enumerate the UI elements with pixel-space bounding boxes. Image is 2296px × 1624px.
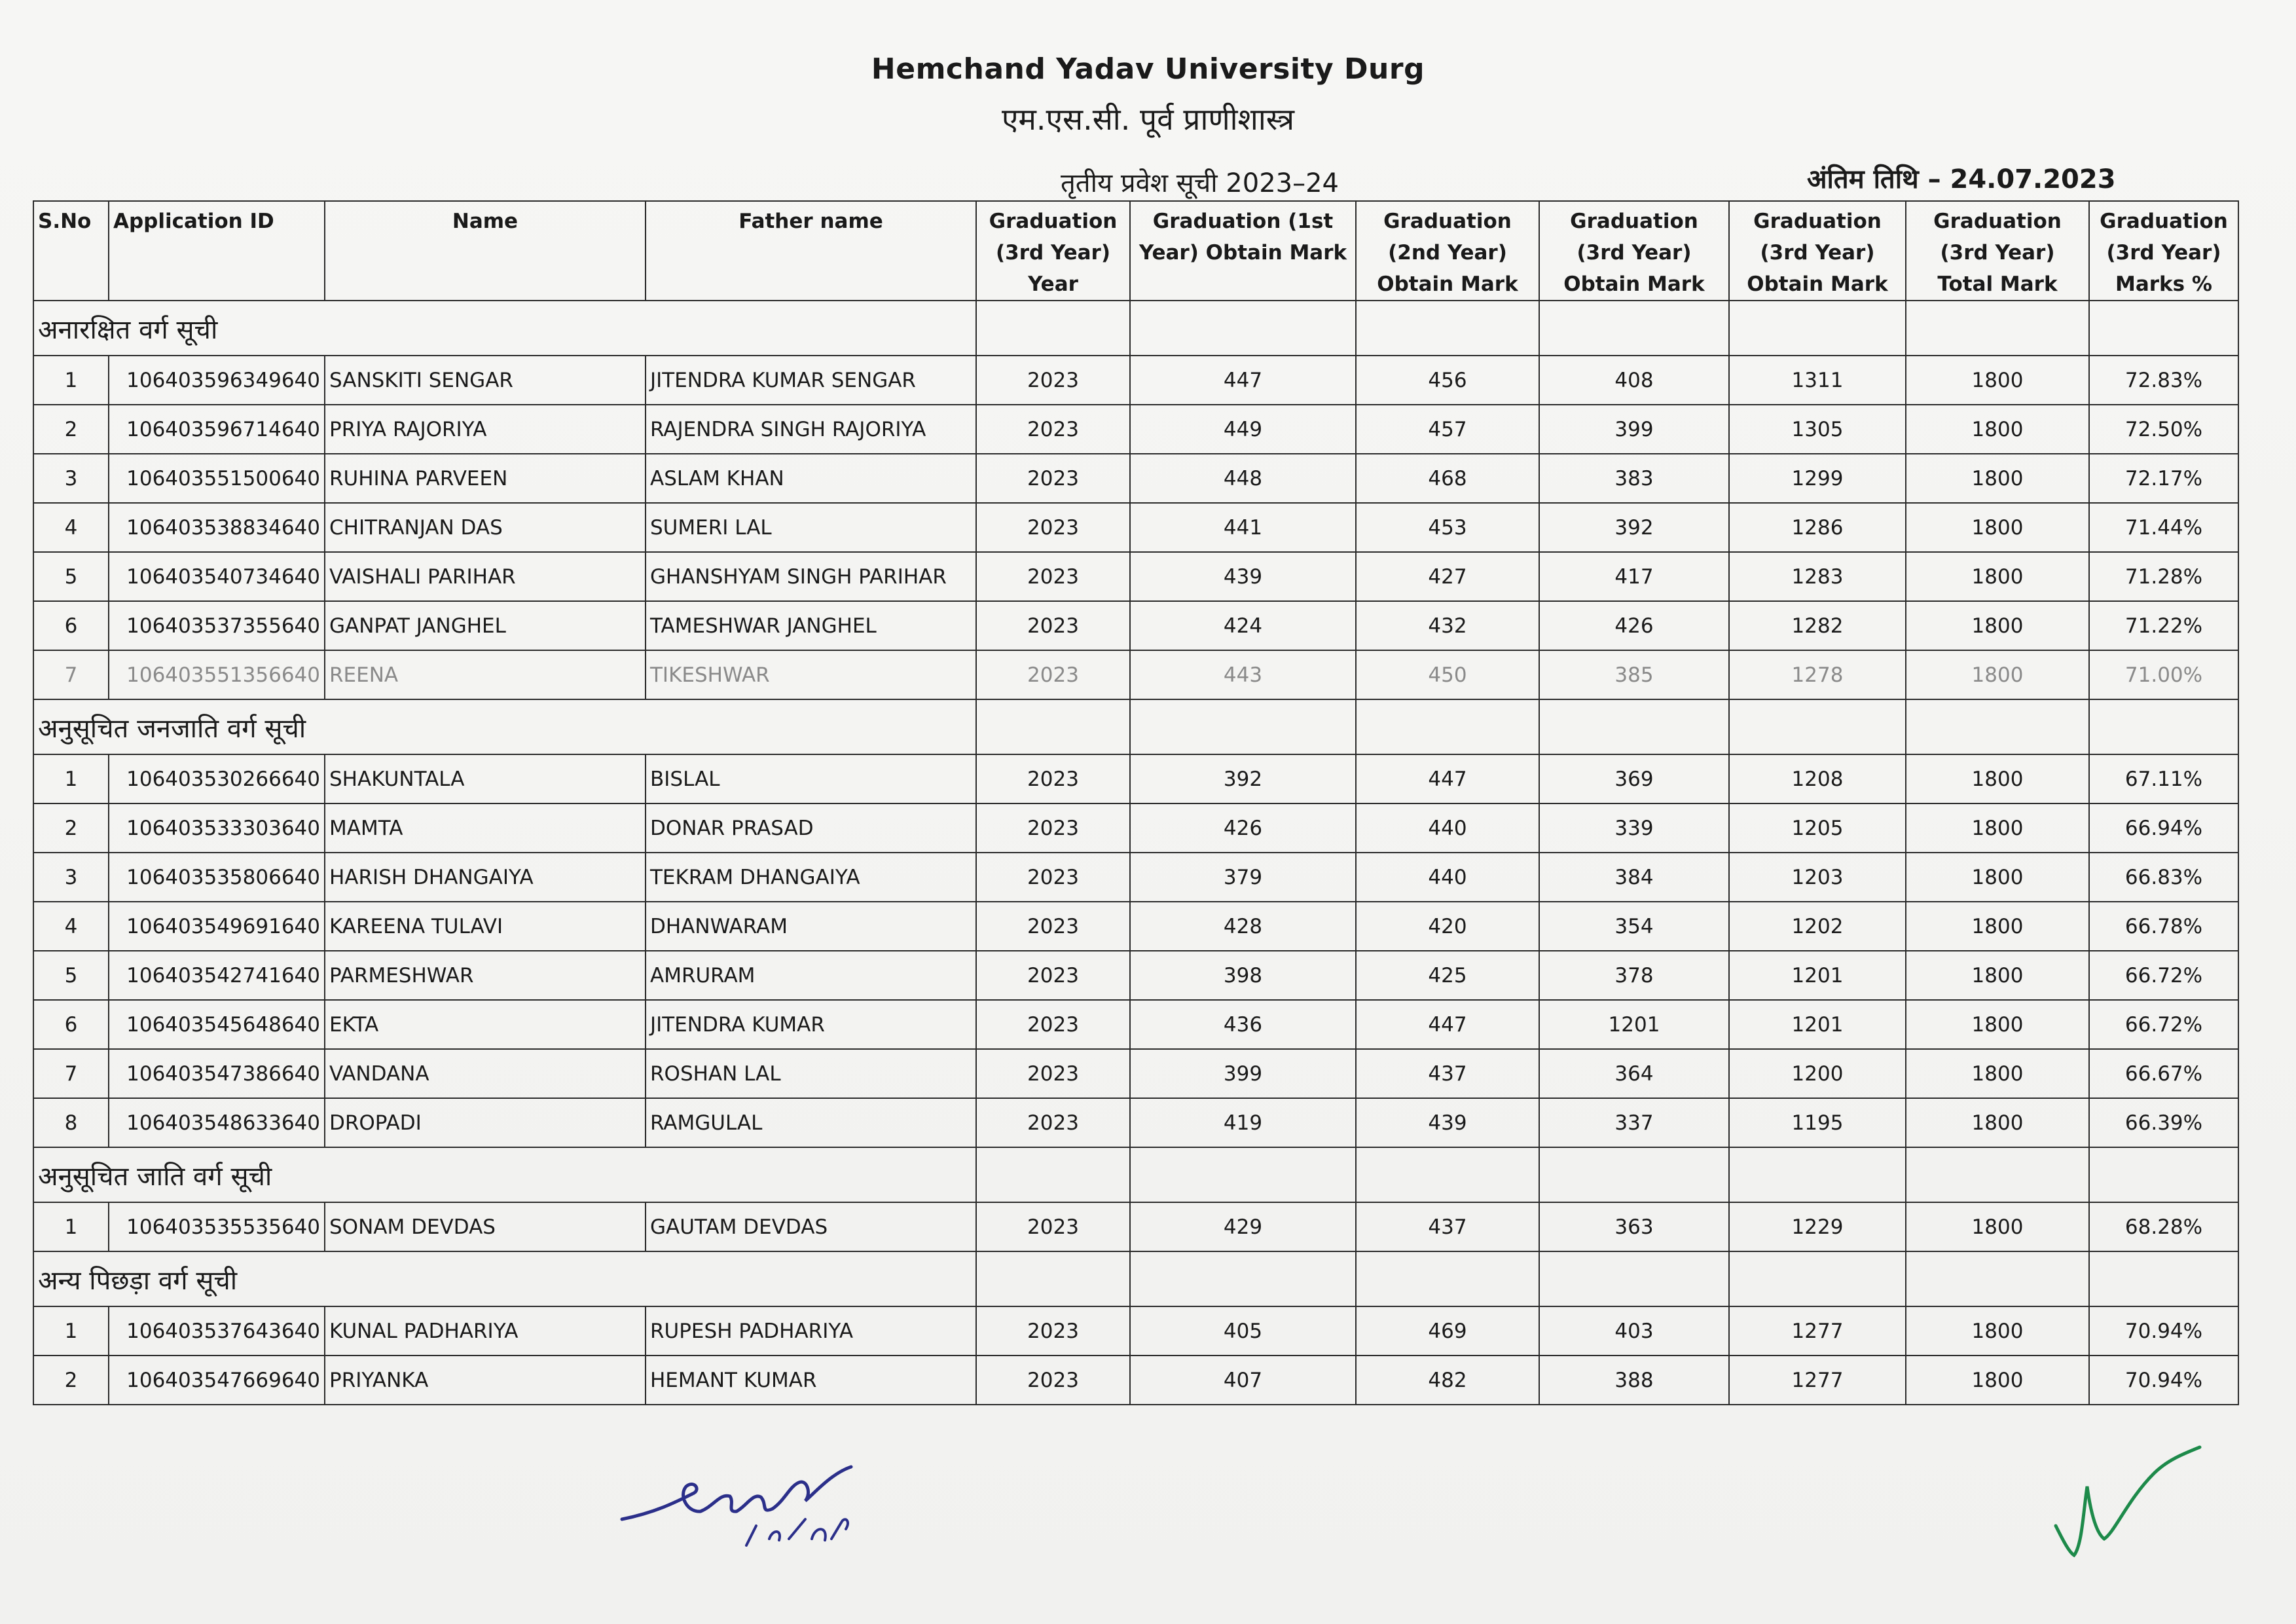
table-row (33, 1202, 2238, 1251)
third-year-mark-cell: 369 (1539, 754, 1729, 803)
percentage-cell: 66.72% (2089, 951, 2238, 1000)
admission-list-table (33, 200, 2239, 1405)
empty-cell (1906, 699, 2089, 754)
serial-number-cell: 6 (33, 1000, 109, 1049)
first-year-mark-cell: 443 (1130, 650, 1356, 699)
application-id-cell: 106403535806640 (109, 853, 325, 902)
year-cell: 2023 (976, 405, 1130, 454)
year-cell: 2023 (976, 1306, 1130, 1356)
first-year-mark-cell: 398 (1130, 951, 1356, 1000)
total-mark-cell: 1800 (1906, 552, 2089, 601)
percentage-cell: 72.17% (2089, 454, 2238, 503)
application-id-cell: 106403537355640 (109, 601, 325, 650)
first-year-mark-cell: 379 (1130, 853, 1356, 902)
first-year-mark-cell: 441 (1130, 503, 1356, 552)
course-name: एम.एस.सी. पूर्व प्राणीशास्त्र (1001, 101, 1295, 137)
application-id-cell: 106403545648640 (109, 1000, 325, 1049)
category-label: अनारक्षित वर्ग सूची (33, 301, 976, 356)
year-cell: 2023 (976, 951, 1130, 1000)
empty-cell (1356, 1147, 1539, 1202)
obtain-mark-cell: 1277 (1729, 1356, 1906, 1405)
first-year-mark-cell: 448 (1130, 454, 1356, 503)
percentage-cell: 66.83% (2089, 853, 2238, 902)
percentage-cell: 71.44% (2089, 503, 2238, 552)
student-name-cell: RUHINA PARVEEN (325, 454, 646, 503)
second-year-mark-cell: 440 (1356, 853, 1539, 902)
empty-cell (1130, 699, 1356, 754)
year-cell: 2023 (976, 1202, 1130, 1251)
third-year-mark-cell: 363 (1539, 1202, 1729, 1251)
table-row (33, 951, 2238, 1000)
empty-cell (1356, 699, 1539, 754)
first-year-mark-cell: 436 (1130, 1000, 1356, 1049)
table-row (33, 552, 2238, 601)
percentage-cell: 66.39% (2089, 1098, 2238, 1147)
column-header: Graduation (1st Year) Obtain Mark (1130, 201, 1356, 301)
total-mark-cell: 1800 (1906, 356, 2089, 405)
percentage-cell: 70.94% (2089, 1306, 2238, 1356)
student-name-cell: HARISH DHANGAIYA (325, 853, 646, 902)
obtain-mark-cell: 1286 (1729, 503, 1906, 552)
year-cell: 2023 (976, 1356, 1130, 1405)
first-year-mark-cell: 447 (1130, 356, 1356, 405)
application-id-cell: 106403537643640 (109, 1306, 325, 1356)
column-header: Father name (646, 201, 976, 301)
student-name-cell: VAISHALI PARIHAR (325, 552, 646, 601)
year-cell: 2023 (976, 552, 1130, 601)
category-section-row (33, 1147, 2238, 1202)
column-header: Name (325, 201, 646, 301)
student-name-cell: PRIYA RAJORIYA (325, 405, 646, 454)
year-cell: 2023 (976, 803, 1130, 853)
empty-cell (1539, 1147, 1729, 1202)
first-year-mark-cell: 439 (1130, 552, 1356, 601)
third-year-mark-cell: 354 (1539, 902, 1729, 951)
application-id-cell: 106403547669640 (109, 1356, 325, 1405)
total-mark-cell: 1800 (1906, 1098, 2089, 1147)
third-year-mark-cell: 388 (1539, 1356, 1729, 1405)
father-name-cell: ROSHAN LAL (646, 1049, 976, 1098)
application-id-cell: 106403538834640 (109, 503, 325, 552)
father-name-cell: AMRURAM (646, 951, 976, 1000)
serial-number-cell: 1 (33, 1202, 109, 1251)
serial-number-cell: 2 (33, 405, 109, 454)
father-name-cell: TAMESHWAR JANGHEL (646, 601, 976, 650)
percentage-cell: 66.72% (2089, 1000, 2238, 1049)
second-year-mark-cell: 437 (1356, 1202, 1539, 1251)
father-name-cell: GAUTAM DEVDAS (646, 1202, 976, 1251)
total-mark-cell: 1800 (1906, 503, 2089, 552)
obtain-mark-cell: 1229 (1729, 1202, 1906, 1251)
serial-number-cell: 5 (33, 951, 109, 1000)
empty-cell (1130, 1251, 1356, 1306)
third-year-mark-cell: 337 (1539, 1098, 1729, 1147)
third-year-mark-cell: 392 (1539, 503, 1729, 552)
total-mark-cell: 1800 (1906, 1000, 2089, 1049)
student-name-cell: KUNAL PADHARIYA (325, 1306, 646, 1356)
category-label: अनुसूचित जनजाति वर्ग सूची (33, 699, 976, 754)
obtain-mark-cell: 1203 (1729, 853, 1906, 902)
category-label: अनुसूचित जाति वर्ग सूची (33, 1147, 976, 1202)
empty-cell (1356, 301, 1539, 356)
father-name-cell: RAJENDRA SINGH RAJORIYA (646, 405, 976, 454)
first-year-mark-cell: 419 (1130, 1098, 1356, 1147)
total-mark-cell: 1800 (1906, 1356, 2089, 1405)
year-cell: 2023 (976, 454, 1130, 503)
empty-cell (976, 1147, 1130, 1202)
serial-number-cell: 2 (33, 803, 109, 853)
second-year-mark-cell: 450 (1356, 650, 1539, 699)
percentage-cell: 72.50% (2089, 405, 2238, 454)
empty-cell (976, 301, 1130, 356)
table-row (33, 803, 2238, 853)
third-year-mark-cell: 426 (1539, 601, 1729, 650)
serial-number-cell: 7 (33, 650, 109, 699)
empty-cell (1906, 301, 2089, 356)
third-year-mark-cell: 383 (1539, 454, 1729, 503)
total-mark-cell: 1800 (1906, 902, 2089, 951)
percentage-cell: 72.83% (2089, 356, 2238, 405)
total-mark-cell: 1800 (1906, 853, 2089, 902)
total-mark-cell: 1800 (1906, 650, 2089, 699)
serial-number-cell: 4 (33, 503, 109, 552)
application-id-cell: 106403551356640 (109, 650, 325, 699)
obtain-mark-cell: 1283 (1729, 552, 1906, 601)
first-year-mark-cell: 407 (1130, 1356, 1356, 1405)
year-cell: 2023 (976, 1049, 1130, 1098)
empty-cell (1729, 1147, 1906, 1202)
percentage-cell: 70.94% (2089, 1356, 2238, 1405)
application-id-cell: 106403533303640 (109, 803, 325, 853)
empty-cell (1539, 301, 1729, 356)
first-year-mark-cell: 429 (1130, 1202, 1356, 1251)
second-year-mark-cell: 425 (1356, 951, 1539, 1000)
obtain-mark-cell: 1195 (1729, 1098, 1906, 1147)
empty-cell (1539, 699, 1729, 754)
second-year-mark-cell: 420 (1356, 902, 1539, 951)
application-id-cell: 106403596349640 (109, 356, 325, 405)
serial-number-cell: 2 (33, 1356, 109, 1405)
third-year-mark-cell: 399 (1539, 405, 1729, 454)
application-id-cell: 106403542741640 (109, 951, 325, 1000)
empty-cell (1906, 1147, 2089, 1202)
father-name-cell: BISLAL (646, 754, 976, 803)
percentage-cell: 67.11% (2089, 754, 2238, 803)
third-year-mark-cell: 403 (1539, 1306, 1729, 1356)
obtain-mark-cell: 1208 (1729, 754, 1906, 803)
father-name-cell: JITENDRA KUMAR (646, 1000, 976, 1049)
first-year-mark-cell: 449 (1130, 405, 1356, 454)
third-year-mark-cell: 417 (1539, 552, 1729, 601)
application-id-cell: 106403535535640 (109, 1202, 325, 1251)
father-name-cell: ASLAM KHAN (646, 454, 976, 503)
third-year-mark-cell: 1201 (1539, 1000, 1729, 1049)
second-year-mark-cell: 447 (1356, 754, 1539, 803)
second-year-mark-cell: 432 (1356, 601, 1539, 650)
year-cell: 2023 (976, 503, 1130, 552)
total-mark-cell: 1800 (1906, 803, 2089, 853)
total-mark-cell: 1800 (1906, 405, 2089, 454)
table-row (33, 650, 2238, 699)
serial-number-cell: 5 (33, 552, 109, 601)
second-year-mark-cell: 439 (1356, 1098, 1539, 1147)
father-name-cell: DONAR PRASAD (646, 803, 976, 853)
student-name-cell: GANPAT JANGHEL (325, 601, 646, 650)
column-header: Graduation (3rd Year) Obtain Mark (1729, 201, 1906, 301)
student-name-cell: DROPADI (325, 1098, 646, 1147)
total-mark-cell: 1800 (1906, 601, 2089, 650)
table-row (33, 853, 2238, 902)
table-row (33, 405, 2238, 454)
percentage-cell: 71.28% (2089, 552, 2238, 601)
student-name-cell: VANDANA (325, 1049, 646, 1098)
year-cell: 2023 (976, 1098, 1130, 1147)
column-header: Graduation (3rd Year) Year (976, 201, 1130, 301)
table-row (33, 1306, 2238, 1356)
second-year-mark-cell: 457 (1356, 405, 1539, 454)
obtain-mark-cell: 1200 (1729, 1049, 1906, 1098)
table-row (33, 503, 2238, 552)
table-header-row (33, 201, 2238, 301)
third-year-mark-cell: 378 (1539, 951, 1729, 1000)
total-mark-cell: 1800 (1906, 951, 2089, 1000)
empty-cell (2089, 301, 2238, 356)
obtain-mark-cell: 1277 (1729, 1306, 1906, 1356)
serial-number-cell: 8 (33, 1098, 109, 1147)
second-year-mark-cell: 453 (1356, 503, 1539, 552)
father-name-cell: JITENDRA KUMAR SENGAR (646, 356, 976, 405)
deadline-date: अंतिम तिथि – 24.07.2023 (1807, 164, 2116, 194)
obtain-mark-cell: 1282 (1729, 601, 1906, 650)
application-id-cell: 106403548633640 (109, 1098, 325, 1147)
handwritten-signature (615, 1441, 917, 1552)
obtain-mark-cell: 1278 (1729, 650, 1906, 699)
third-year-mark-cell: 408 (1539, 356, 1729, 405)
student-name-cell: KAREENA TULAVI (325, 902, 646, 951)
total-mark-cell: 1800 (1906, 754, 2089, 803)
column-header: Graduation (2nd Year) Obtain Mark (1356, 201, 1539, 301)
table-row (33, 1000, 2238, 1049)
student-name-cell: EKTA (325, 1000, 646, 1049)
empty-cell (2089, 1251, 2238, 1306)
father-name-cell: SUMERI LAL (646, 503, 976, 552)
table-row (33, 601, 2238, 650)
third-year-mark-cell: 364 (1539, 1049, 1729, 1098)
empty-cell (1130, 301, 1356, 356)
empty-cell (1539, 1251, 1729, 1306)
serial-number-cell: 7 (33, 1049, 109, 1098)
student-name-cell: SHAKUNTALA (325, 754, 646, 803)
year-cell: 2023 (976, 356, 1130, 405)
percentage-cell: 68.28% (2089, 1202, 2238, 1251)
second-year-mark-cell: 447 (1356, 1000, 1539, 1049)
father-name-cell: RUPESH PADHARIYA (646, 1306, 976, 1356)
column-header: Application ID (109, 201, 325, 301)
empty-cell (2089, 1147, 2238, 1202)
serial-number-cell: 4 (33, 902, 109, 951)
empty-cell (1729, 1251, 1906, 1306)
total-mark-cell: 1800 (1906, 1049, 2089, 1098)
empty-cell (976, 699, 1130, 754)
application-id-cell: 106403530266640 (109, 754, 325, 803)
table-row (33, 356, 2238, 405)
empty-cell (2089, 699, 2238, 754)
first-year-mark-cell: 428 (1130, 902, 1356, 951)
table-row (33, 1356, 2238, 1405)
percentage-cell: 66.67% (2089, 1049, 2238, 1098)
empty-cell (976, 1251, 1130, 1306)
table-row (33, 754, 2238, 803)
university-title: Hemchand Yadav University Durg (871, 52, 1425, 86)
serial-number-cell: 3 (33, 454, 109, 503)
student-name-cell: REENA (325, 650, 646, 699)
obtain-mark-cell: 1305 (1729, 405, 1906, 454)
percentage-cell: 71.22% (2089, 601, 2238, 650)
application-id-cell: 106403596714640 (109, 405, 325, 454)
obtain-mark-cell: 1202 (1729, 902, 1906, 951)
father-name-cell: TEKRAM DHANGAIYA (646, 853, 976, 902)
year-cell: 2023 (976, 650, 1130, 699)
first-year-mark-cell: 392 (1130, 754, 1356, 803)
second-year-mark-cell: 456 (1356, 356, 1539, 405)
empty-cell (1729, 301, 1906, 356)
percentage-cell: 71.00% (2089, 650, 2238, 699)
second-year-mark-cell: 469 (1356, 1306, 1539, 1356)
student-name-cell: MAMTA (325, 803, 646, 853)
serial-number-cell: 1 (33, 1306, 109, 1356)
table-row (33, 902, 2238, 951)
empty-cell (1729, 699, 1906, 754)
second-year-mark-cell: 468 (1356, 454, 1539, 503)
application-id-cell: 106403551500640 (109, 454, 325, 503)
first-year-mark-cell: 426 (1130, 803, 1356, 853)
second-year-mark-cell: 482 (1356, 1356, 1539, 1405)
table-body (33, 301, 2238, 1405)
first-year-mark-cell: 424 (1130, 601, 1356, 650)
obtain-mark-cell: 1201 (1729, 951, 1906, 1000)
year-cell: 2023 (976, 1000, 1130, 1049)
obtain-mark-cell: 1311 (1729, 356, 1906, 405)
table-row (33, 1098, 2238, 1147)
table-row (33, 1049, 2238, 1098)
category-label: अन्य पिछड़ा वर्ग सूची (33, 1251, 976, 1306)
second-year-mark-cell: 427 (1356, 552, 1539, 601)
student-name-cell: PRIYANKA (325, 1356, 646, 1405)
student-name-cell: CHITRANJAN DAS (325, 503, 646, 552)
year-cell: 2023 (976, 601, 1130, 650)
application-id-cell: 106403549691640 (109, 902, 325, 951)
total-mark-cell: 1800 (1906, 1202, 2089, 1251)
application-id-cell: 106403547386640 (109, 1049, 325, 1098)
total-mark-cell: 1800 (1906, 1306, 2089, 1356)
father-name-cell: RAMGULAL (646, 1098, 976, 1147)
first-year-mark-cell: 405 (1130, 1306, 1356, 1356)
total-mark-cell: 1800 (1906, 454, 2089, 503)
application-id-cell: 106403540734640 (109, 552, 325, 601)
year-cell: 2023 (976, 902, 1130, 951)
father-name-cell: DHANWARAM (646, 902, 976, 951)
principal-signature (2036, 1441, 2206, 1572)
second-year-mark-cell: 440 (1356, 803, 1539, 853)
list-title: तृतीय प्रवेश सूची 2023–24 (1061, 168, 1339, 198)
father-name-cell: GHANSHYAM SINGH PARIHAR (646, 552, 976, 601)
empty-cell (1356, 1251, 1539, 1306)
percentage-cell: 66.94% (2089, 803, 2238, 853)
third-year-mark-cell: 339 (1539, 803, 1729, 853)
obtain-mark-cell: 1205 (1729, 803, 1906, 853)
year-cell: 2023 (976, 853, 1130, 902)
column-header: S.No (33, 201, 109, 301)
serial-number-cell: 1 (33, 356, 109, 405)
percentage-cell: 66.78% (2089, 902, 2238, 951)
category-section-row (33, 1251, 2238, 1306)
third-year-mark-cell: 385 (1539, 650, 1729, 699)
empty-cell (1906, 1251, 2089, 1306)
empty-cell (1130, 1147, 1356, 1202)
category-section-row (33, 699, 2238, 754)
obtain-mark-cell: 1299 (1729, 454, 1906, 503)
father-name-cell: TIKESHWAR (646, 650, 976, 699)
column-header: Graduation (3rd Year) Marks % (2089, 201, 2238, 301)
category-section-row (33, 301, 2238, 356)
second-year-mark-cell: 437 (1356, 1049, 1539, 1098)
serial-number-cell: 3 (33, 853, 109, 902)
student-name-cell: SONAM DEVDAS (325, 1202, 646, 1251)
student-name-cell: PARMESHWAR (325, 951, 646, 1000)
serial-number-cell: 6 (33, 601, 109, 650)
serial-number-cell: 1 (33, 754, 109, 803)
column-header: Graduation (3rd Year) Total Mark (1906, 201, 2089, 301)
year-cell: 2023 (976, 754, 1130, 803)
father-name-cell: HEMANT KUMAR (646, 1356, 976, 1405)
third-year-mark-cell: 384 (1539, 853, 1729, 902)
column-header: Graduation (3rd Year) Obtain Mark (1539, 201, 1729, 301)
first-year-mark-cell: 399 (1130, 1049, 1356, 1098)
obtain-mark-cell: 1201 (1729, 1000, 1906, 1049)
table-row (33, 454, 2238, 503)
student-name-cell: SANSKITI SENGAR (325, 356, 646, 405)
